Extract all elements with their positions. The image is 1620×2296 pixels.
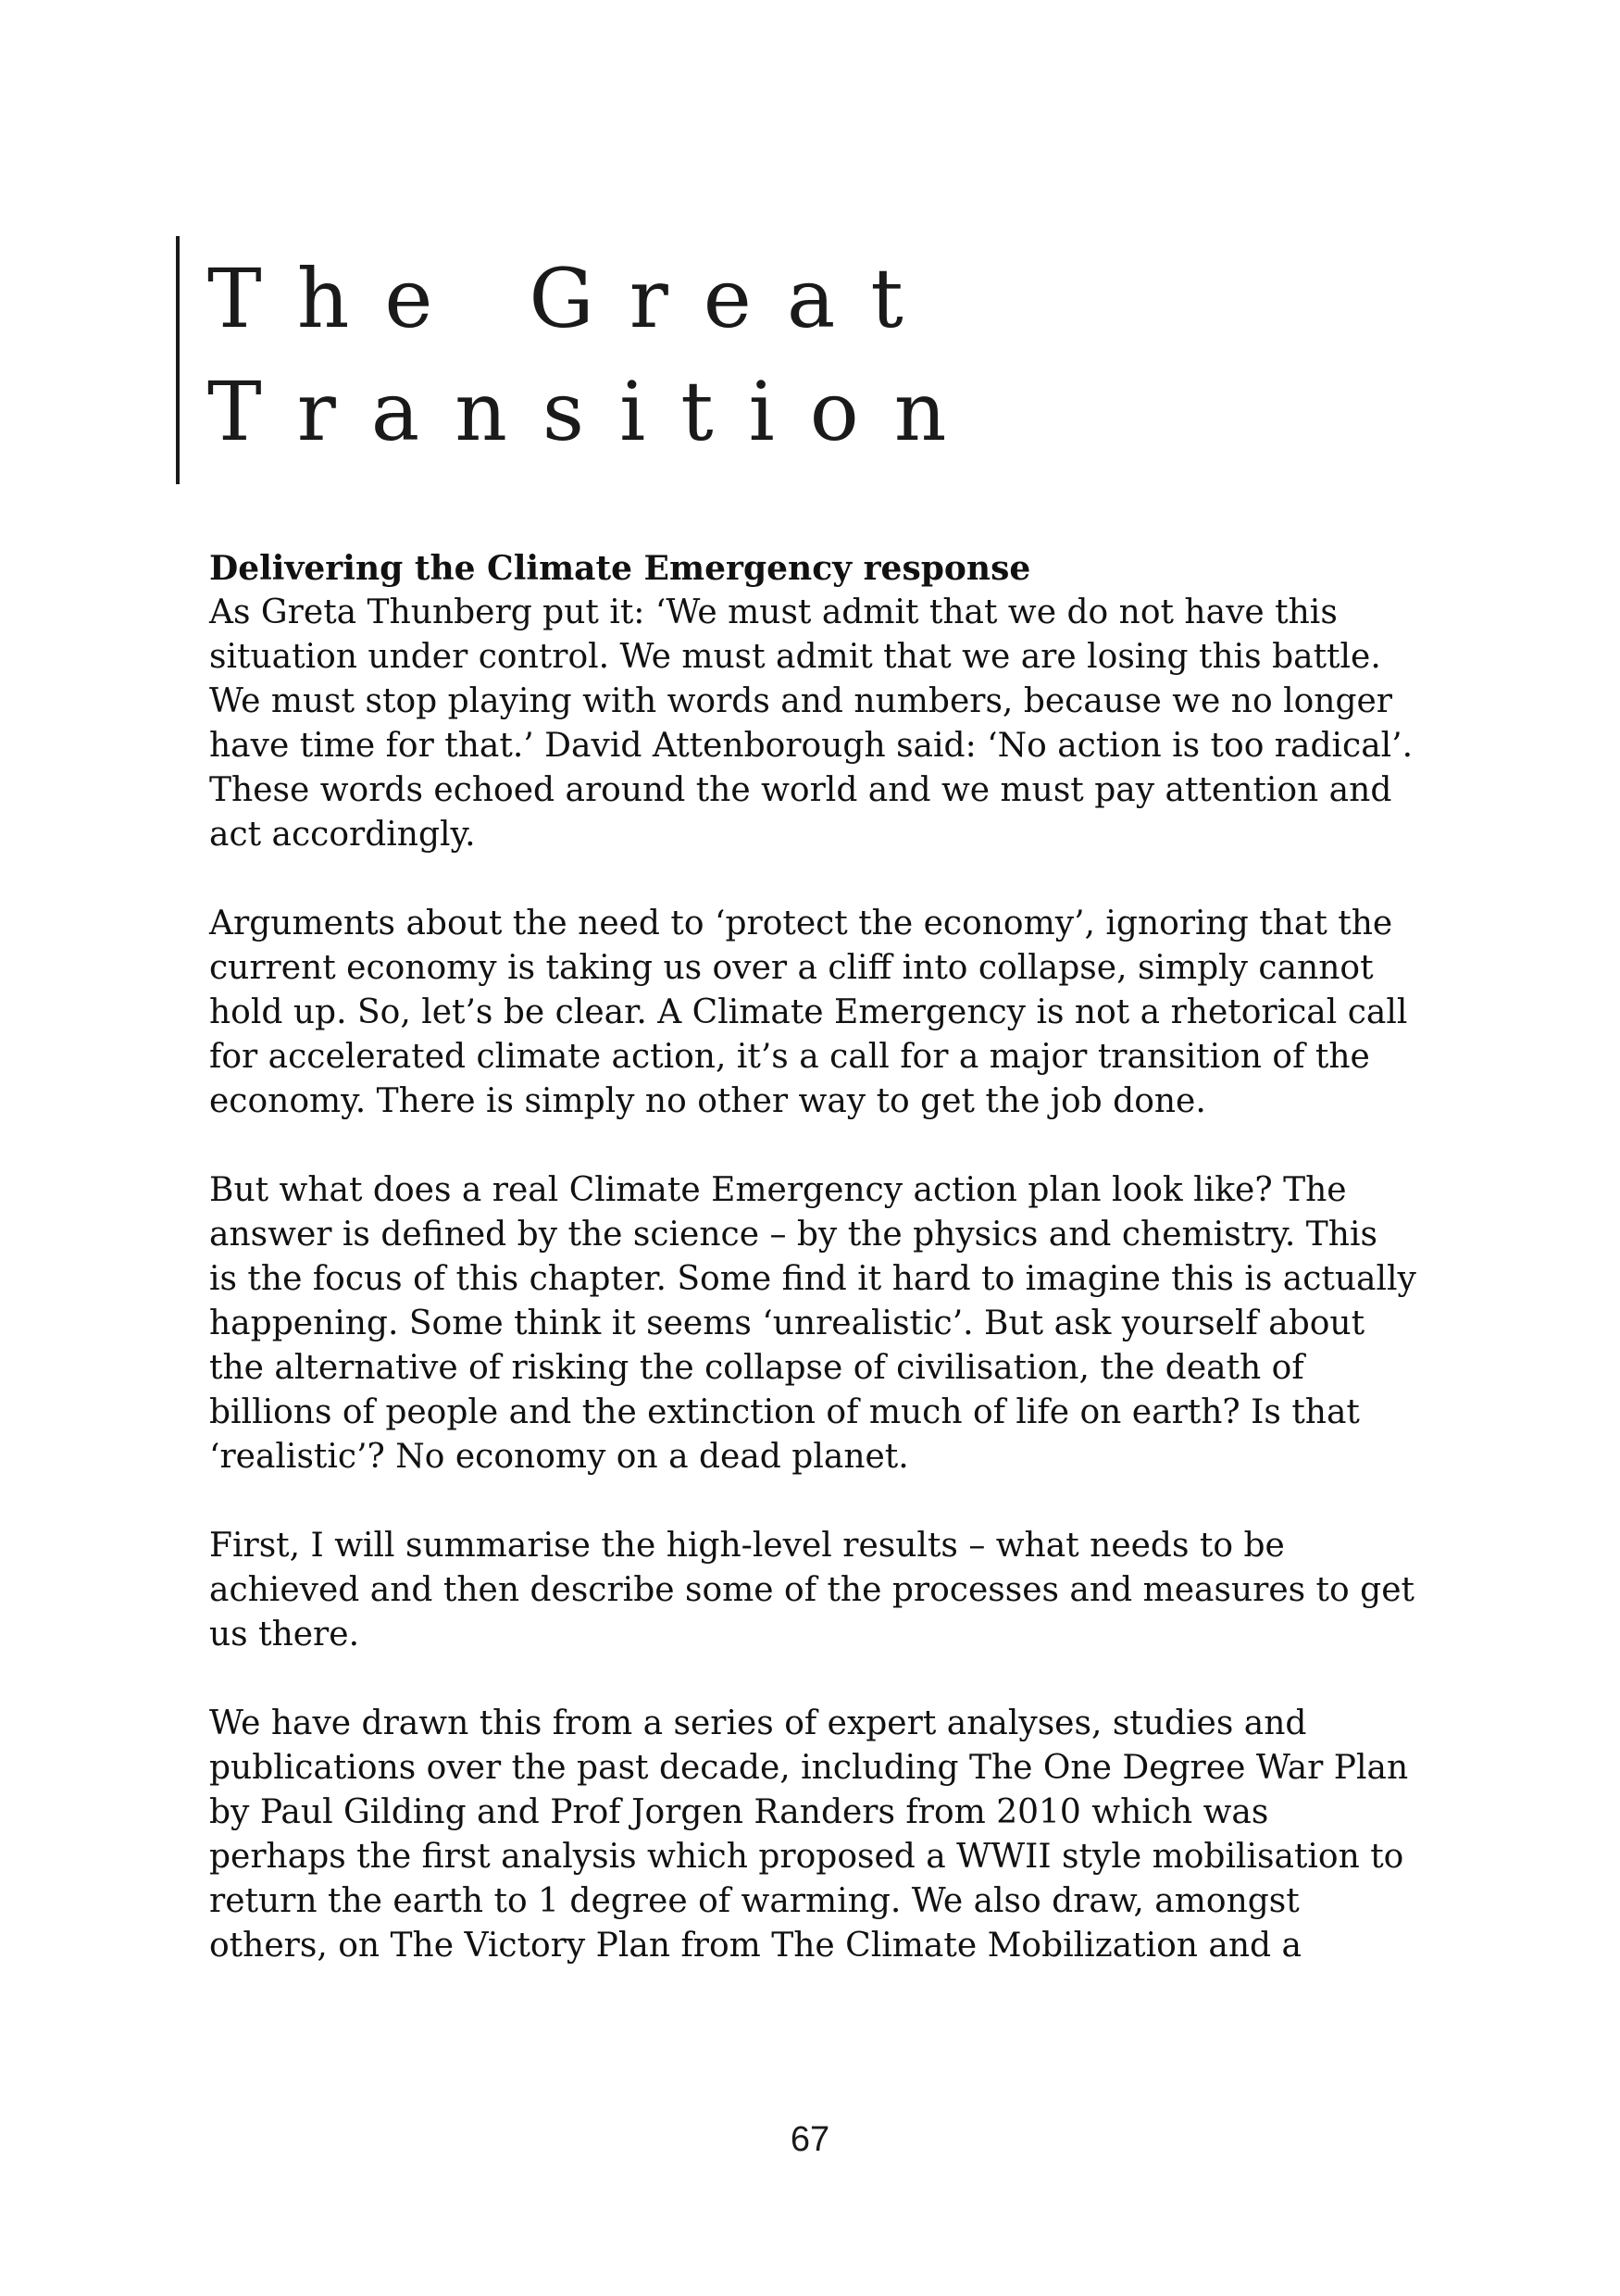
paragraph-line: We must stop playing with words and numbers, because we no longer	[209, 682, 1392, 720]
paragraph-line: is the focus of this chapter. Some find it hard to imagine this is actually	[209, 1260, 1416, 1298]
paragraph-line: return the earth to 1 degree of warming. We also draw, amongst	[209, 1882, 1300, 1920]
paragraph-line: publications over the past decade, including The One Degree War Plan	[209, 1749, 1409, 1787]
paragraph-line: answer is defined by the science – by the physics and chemistry. This	[209, 1216, 1377, 1254]
paragraph-line: Arguments about the need to ‘protect the economy’, ignoring that the	[209, 905, 1393, 942]
paragraph-2	[209, 902, 1450, 1124]
paragraph-line: billions of people and the extinction of much of life on earth? Is that	[209, 1393, 1360, 1431]
section-heading: Delivering the Climate Emergency response	[209, 549, 1031, 588]
paragraph-line: have time for that.’ David Attenborough said: ‘No action is too radical’.	[209, 727, 1414, 765]
paragraph-line: achieved and then describe some of the processes and measures to get	[209, 1571, 1414, 1609]
paragraph-line: by Paul Gilding and Prof Jorgen Randers from 2010 which was	[209, 1793, 1269, 1831]
paragraph-line: us there.	[209, 1616, 360, 1653]
title-vertical-rule	[176, 236, 180, 484]
chapter-title-line-1: The Great	[207, 251, 939, 346]
paragraph-line: act accordingly.	[209, 816, 476, 854]
chapter-title	[207, 243, 1411, 468]
paragraph-line: happening. Some think it seems ‘unrealistic’. But ask yourself about	[209, 1304, 1365, 1342]
paragraph-line: hold up. So, let’s be clear. A Climate Emergency is not a rhetorical call	[209, 993, 1408, 1031]
paragraph-line: for accelerated climate action, it’s a call for a major transition of the	[209, 1038, 1370, 1076]
body-text	[209, 546, 1450, 2013]
paragraph-3	[209, 1168, 1450, 1479]
paragraph-line: We have drawn this from a series of expert analyses, studies and	[209, 1704, 1307, 1742]
paragraph-4	[209, 1524, 1450, 1657]
paragraph-line: others, on The Victory Plan from The Climate Mobilization and a	[209, 1927, 1302, 1965]
paragraph-line: current economy is taking us over a cliff into collapse, simply cannot	[209, 949, 1374, 987]
paragraph-line: perhaps the first analysis which proposed a WWII style mobilisation to	[209, 1838, 1404, 1876]
paragraph-line: First, I will summarise the high-level results – what needs to be	[209, 1527, 1285, 1565]
paragraph-line: ‘realistic’? No economy on a dead planet.	[209, 1438, 909, 1476]
paragraph-line: As Greta Thunberg put it: ‘We must admit that we do not have this	[209, 593, 1338, 631]
paragraph-line: situation under control. We must admit that we are losing this battle.	[209, 638, 1381, 676]
paragraph-line: the alternative of risking the collapse of civilisation, the death of	[209, 1349, 1304, 1387]
paragraph-line: economy. There is simply no other way to get the job done.	[209, 1082, 1206, 1120]
paragraph-line: These words echoed around the world and we must pay attention and	[209, 771, 1392, 809]
paragraph-1	[209, 591, 1450, 857]
paragraph-5	[209, 1702, 1450, 1968]
paragraph-line: But what does a real Climate Emergency action plan look like? The	[209, 1171, 1347, 1209]
page-number: 67	[790, 2120, 830, 2159]
chapter-title-line-2: Transition	[207, 364, 982, 459]
